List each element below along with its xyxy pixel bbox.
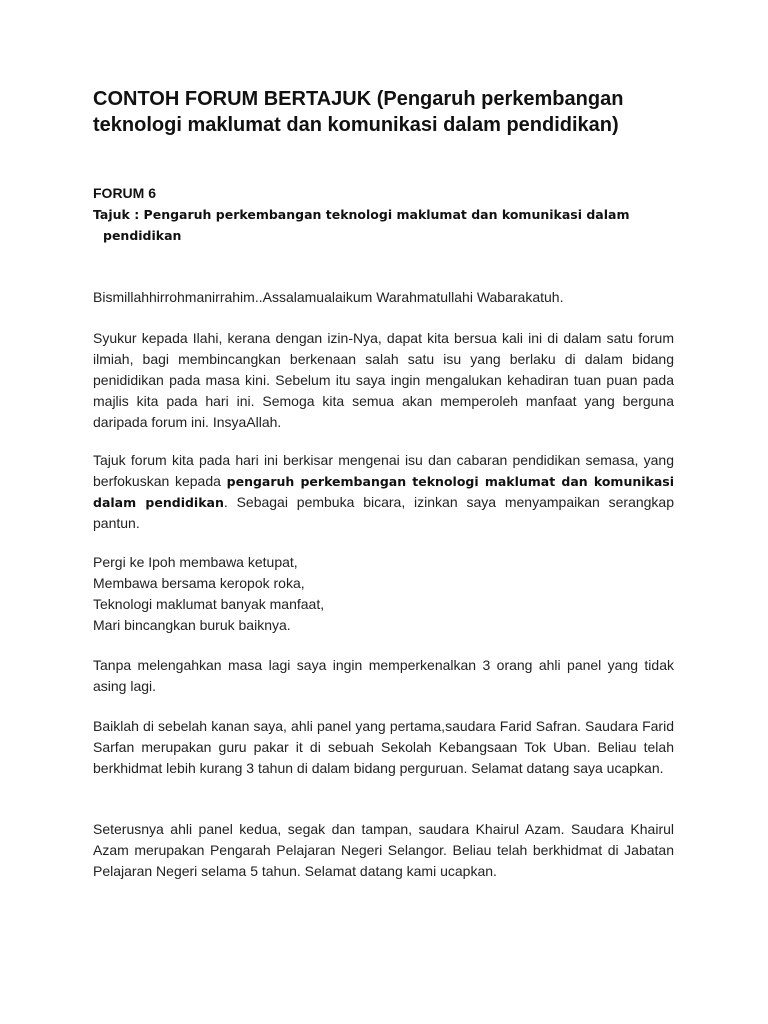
pantun-verse — [93, 552, 674, 636]
topic-paragraph-highlight: pengaruh perkembangan teknologi maklumat dan komunikasi dalam pendidikan — [93, 474, 674, 510]
forum-topic-line1: Tajuk : Pengaruh perkembangan teknologi maklumat dan komunikasi dalam — [93, 207, 630, 222]
pantun-line-2: Membawa bersama keropok roka, — [93, 575, 305, 591]
panel1-paragraph: Baiklah di sebelah kanan saya, ahli panel yang pertama,saudara Farid Safran. Saudara Farid Sarfan merupakan guru pakar it di sebuah Sekolah Kebangsaan Tok Uban. Beliau telah berkhidmat lebih kurang 3 tahun di dalam bidang perguruan. Selamat datang saya ucapkan. — [93, 718, 674, 776]
panel2-paragraph: Seterusnya ahli panel kedua, segak dan tampan, saudara Khairul Azam. Saudara Khairul Azam merupakan Pengarah Pelajaran Negeri Selangor. Beliau telah berkhidmat di Jabatan Pelajaran Negeri selama 5 tahun. Selamat datang kami ucapkan. — [93, 821, 674, 879]
forum-label: FORUM 6 — [93, 185, 156, 201]
syukur-paragraph: Syukur kepada Ilahi, kerana dengan izin-Nya, dapat kita bersua kali ini di dalam satu forum ilmiah, bagi membincangkan berkenaan salah satu isu yang berlaku di dalam bidang penididikan pada masa kini. Sebelum itu saya ingin mengalukan kehadiran tuan puan pada majlis kita pada hari ini. Semoga kita semua akan memperoleh manfaat yang berguna daripada forum ini. InsyaAllah. — [93, 330, 674, 430]
pantun-line-3: Teknologi maklumat banyak manfaat, — [93, 596, 325, 612]
panel-intro-paragraph: Tanpa melengahkan masa lagi saya ingin memperkenalkan 3 orang ahli panel yang tidak asing lagi. — [93, 657, 674, 694]
topic-paragraph — [93, 450, 674, 534]
greeting-paragraph: Bismillahhirrohmanirrahim..Assalamualaikum Warahmatullahi Wabarakatuh. — [93, 289, 564, 305]
topic-paragraph-text-before: Tajuk forum kita pada hari ini berkisar mengenai isu dan cabaran pendidikan semasa, yang berfokuskan kepada — [93, 452, 674, 489]
topic-paragraph-text-after: . Sebagai pembuka bicara, izinkan saya menyampaikan serangkap pantun. — [93, 494, 674, 531]
forum-topic-line2: pendidikan — [103, 228, 182, 243]
forum-topic — [93, 204, 683, 246]
pantun-line-4: Mari bincangkan buruk baiknya. — [93, 617, 291, 633]
pantun-line-1: Pergi ke Ipoh membawa ketupat, — [93, 554, 298, 570]
document-title: CONTOH FORUM BERTAJUK (Pengaruh perkembangan teknologi maklumat dan komunikasi dalam pendidikan) — [93, 88, 624, 136]
